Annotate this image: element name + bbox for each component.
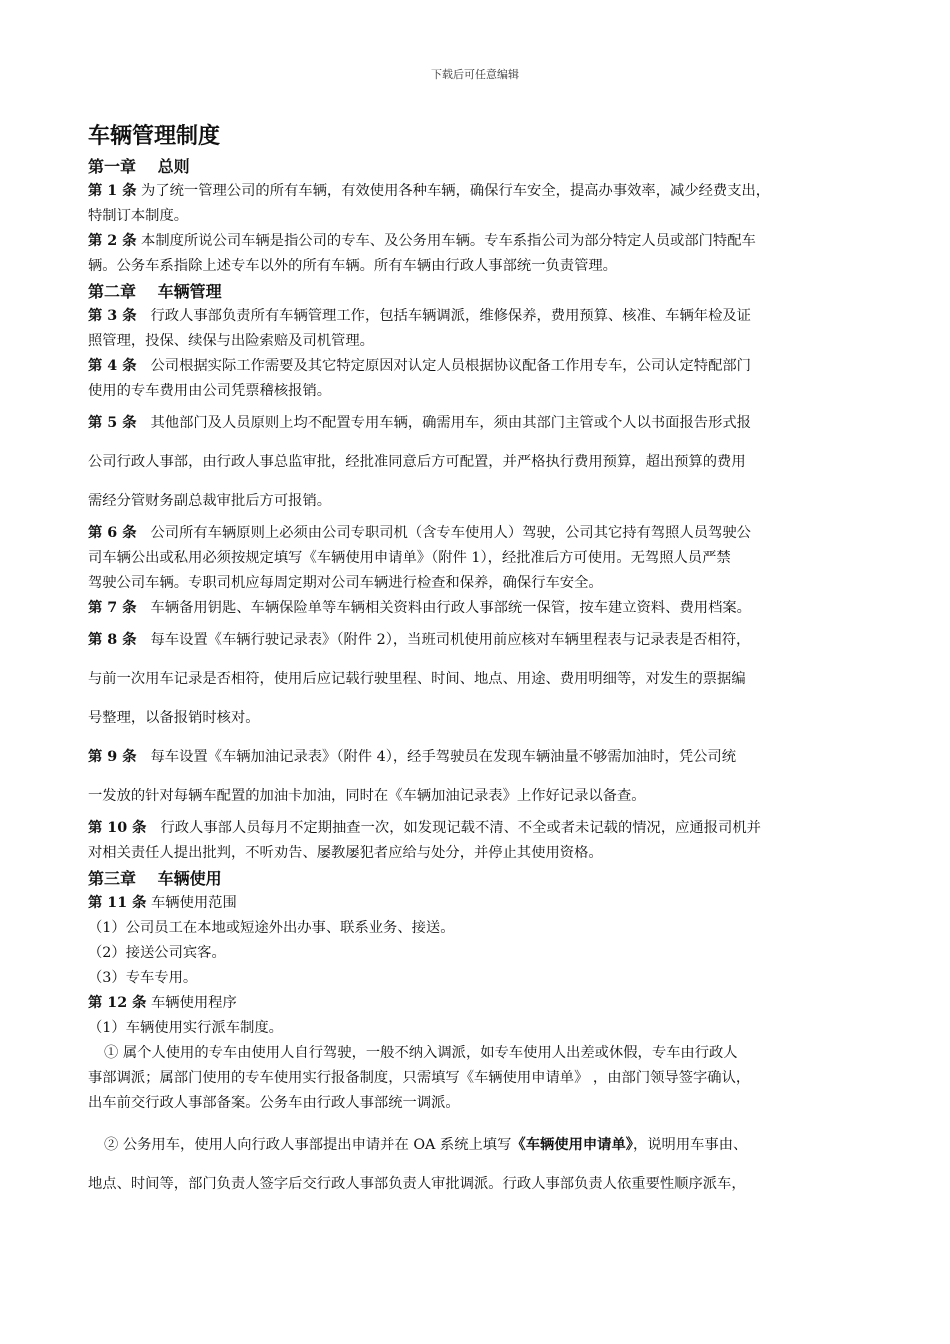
article-text: 其他部门及人员原则上均不配置专用车辆，确需用车，须由其部门主管或个人以书面报告形式报 xyxy=(150,415,751,431)
article-9 xyxy=(88,738,870,777)
article-5-cont: 需经分管财务副总裁审批后方可报销。 xyxy=(88,493,332,509)
list-item: （3）专车专用。 xyxy=(88,970,198,986)
article-text: 每车设置《车辆行驶记录表》（附件 2），当班司机使用前应核对车辆里程表与记录表是否相符， xyxy=(150,632,751,648)
article-10 xyxy=(88,816,870,841)
article-number: 第 1 条 xyxy=(88,183,137,199)
header-note: 下载后可任意编辑 xyxy=(431,68,519,81)
article-text: 行政人事部人员每月不定期抽查一次，如发现记载不清、不全或者未记载的情况，应通报司机并 xyxy=(160,820,761,836)
article-number: 第 11 条 xyxy=(88,895,147,911)
sub-item-1-cont: 出车前交行政人事部备案。公务车由行政人事部统一调派。 xyxy=(88,1095,460,1111)
article-text: 为了统一管理公司的所有车辆，有效使用各种车辆，确保行车安全，提高办事效率，减少经费支出， xyxy=(141,183,771,199)
sub-item-text: ，说明用车事由、 xyxy=(632,1137,748,1153)
article-text: 行政人事部负责所有车辆管理工作，包括车辆调派，维修保养，费用预算、核准、车辆年检及证 xyxy=(150,308,751,324)
article-6-cont: 司车辆公出或私用必须按规定填写《车辆使用申请单》（附件 1），经批准后方可使用。无驾照人员严禁 xyxy=(88,550,731,566)
article-8-cont: 与前一次用车记录是否相符，使用后应记载行驶里程、时间、地点、用途、费用明细等，对发生的票据编 xyxy=(88,671,746,687)
article-text: 本制度所说公司车辆是指公司的专车、及公务用车辆。专车系指公司为部分特定人员或部门特配车 xyxy=(141,233,756,249)
article-6 xyxy=(88,521,870,546)
article-1 xyxy=(88,179,870,204)
sub-item-2-cont: 地点、时间等，部门负责人签字后交行政人事部负责人审批调派。行政人事部负责人依重要性顺序派车， xyxy=(88,1176,746,1192)
article-number: 第 7 条 xyxy=(88,600,137,616)
article-3 xyxy=(88,304,870,329)
article-number: 第 10 条 xyxy=(88,820,147,836)
article-text: 公司所有车辆原则上必须由公司专职司机（含专车使用人）驾驶，公司其它持有驾照人员驾驶公 xyxy=(150,525,751,541)
article-5-cont: 公司行政人事部，由行政人事总监审批，经批准同意后方可配置，并严格执行费用预算，超出预算的费用 xyxy=(88,454,746,470)
article-number: 第 12 条 xyxy=(88,995,147,1011)
sub-item-1: ① 属个人使用的专车由使用人自行驾驶，一般不纳入调派，如专车使用人出差或休假，专车由行政人 xyxy=(104,1045,738,1061)
article-number: 第 9 条 xyxy=(88,749,137,765)
sub-item-2 xyxy=(88,1126,870,1165)
article-6-cont: 驾驶公司车辆。专职司机应每周定期对公司车辆进行检查和保养，确保行车安全。 xyxy=(88,575,603,591)
article-number: 第 2 条 xyxy=(88,233,137,249)
article-5 xyxy=(88,404,870,443)
article-10-cont: 对相关责任人提出批判，不听劝告、屡教屡犯者应给与处分，并停止其使用资格。 xyxy=(88,845,603,861)
sub-item-text: ② 公务用车，使用人向行政人事部提出申请并在 OA 系统上填写 xyxy=(104,1137,512,1153)
list-item: （1）公司员工在本地或短途外出办事、联系业务、接送。 xyxy=(88,920,455,936)
article-text: 车辆使用范围 xyxy=(151,895,237,911)
article-8-cont: 号整理，以备报销时核对。 xyxy=(88,710,260,726)
list-item: （2）接送公司宾客。 xyxy=(88,945,226,961)
article-4 xyxy=(88,354,870,379)
article-number: 第 5 条 xyxy=(88,415,137,431)
article-number: 第 8 条 xyxy=(88,632,137,648)
article-7 xyxy=(88,596,870,621)
sub-item-1-cont: 事部调派；属部门使用的专车使用实行报备制度，只需填写《车辆使用申请单》 ，由部门领导签字确认， xyxy=(88,1070,751,1086)
article-number: 第 6 条 xyxy=(88,525,137,541)
article-text: 车辆备用钥匙、车辆保险单等车辆相关资料由行政人事部统一保管，按车建立资料、费用档案。 xyxy=(150,600,751,616)
article-8 xyxy=(88,621,870,660)
article-2 xyxy=(88,229,870,254)
article-number: 第 4 条 xyxy=(88,358,137,374)
article-1-cont: 特制订本制度。 xyxy=(88,208,189,224)
chapter-2-heading: 第二章 车辆管理 xyxy=(88,282,222,301)
article-2-cont: 辆。公务车系指除上述专车以外的所有车辆。所有车辆由行政人事部统一负责管理。 xyxy=(88,258,617,274)
chapter-1-heading: 第一章 总则 xyxy=(88,157,190,176)
list-item: （1）车辆使用实行派车制度。 xyxy=(88,1020,283,1036)
article-text: 每车设置《车辆加油记录表》（附件 4），经手驾驶员在发现车辆油量不够需加油时，凭公司统 xyxy=(150,749,737,765)
article-9-cont: 一发放的针对每辆车配置的加油卡加油，同时在《车辆加油记录表》上作好记录以备查。 xyxy=(88,788,646,804)
article-text: 公司根据实际工作需要及其它特定原因对认定人员根据协议配备工作用专车，公司认定特配部门 xyxy=(150,358,751,374)
article-number: 第 3 条 xyxy=(88,308,137,324)
document-body xyxy=(88,118,870,1204)
chapter-3-heading: 第三章 车辆使用 xyxy=(88,869,222,888)
article-text: 车辆使用程序 xyxy=(151,995,237,1011)
article-4-cont: 使用的专车费用由公司凭票稽核报销。 xyxy=(88,383,332,399)
document-title: 车辆管理制度 xyxy=(88,123,221,149)
form-name-bold: 《车辆使用申请单》 xyxy=(511,1137,633,1153)
article-3-cont: 照管理，投保、续保与出险索赔及司机管理。 xyxy=(88,333,374,349)
article-11 xyxy=(88,891,870,916)
article-12 xyxy=(88,991,870,1016)
